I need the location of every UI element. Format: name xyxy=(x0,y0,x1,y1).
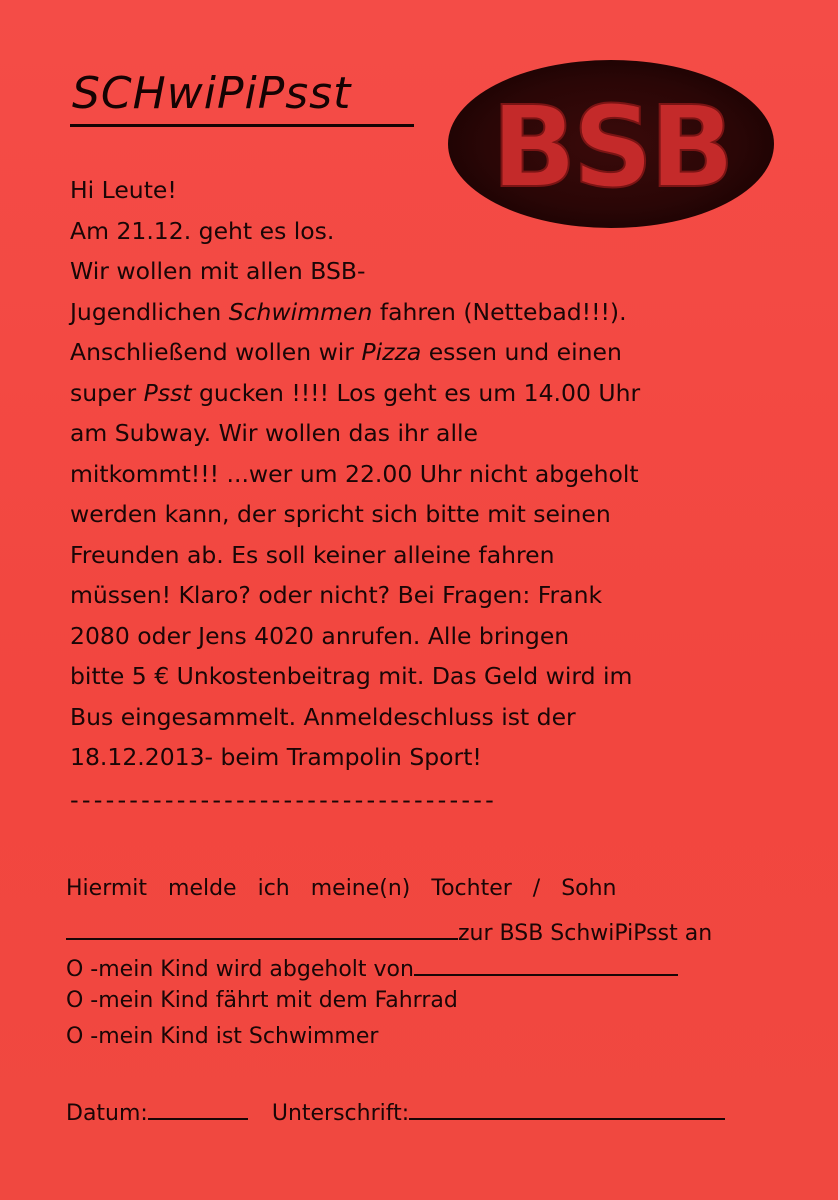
text-line: Hi Leute! xyxy=(70,176,177,204)
text-line: super Psst gucken !!!! Los geht es um 14.00 Uhr xyxy=(70,378,641,407)
emphasis-psst: Psst xyxy=(143,378,192,407)
title-underline xyxy=(70,124,414,127)
option-pickup-row xyxy=(66,952,678,982)
text-line: Jugendlichen Schwimmen fahren (Nettebad!!!). xyxy=(70,297,627,326)
text-line: Wir wollen mit allen BSB- xyxy=(70,257,366,285)
text-line: Bus eingesammelt. Anmeldeschluss ist der xyxy=(70,702,576,731)
text-line: 2080 oder Jens 4020 anrufen. Alle bringen xyxy=(70,621,570,650)
flyer-title: SCHwiPiPsst xyxy=(72,68,352,119)
register-suffix: zur BSB SchwiPiPsst an xyxy=(458,921,713,946)
text-line: am Subway. Wir wollen das ihr alle xyxy=(70,419,478,447)
invitation-text xyxy=(70,170,790,778)
signature-row xyxy=(66,1096,725,1126)
text-line: Freunden ab. Es soll keiner alleine fahren xyxy=(70,540,555,569)
emphasis-pizza: Pizza xyxy=(361,338,422,366)
signature-blank[interactable] xyxy=(409,1096,725,1120)
pickup-person-blank[interactable] xyxy=(414,952,678,976)
logo-letters: BSB xyxy=(491,83,731,213)
text-line: werden kann, der spricht sich bitte mit seinen xyxy=(70,500,611,528)
text-line: Am 21.12. geht es los. xyxy=(70,216,335,245)
option-pickup[interactable]: O -mein Kind wird abgeholt von xyxy=(66,957,414,982)
text-line: müssen! Klaro? oder nicht? Bei Fragen: Frank xyxy=(70,581,603,609)
form-intro: Hiermit melde ich meine(n) Tochter / Sohn xyxy=(66,876,617,901)
emphasis-schwimmen: Schwimmen xyxy=(228,297,373,326)
text-line: mitkommt!!! ...wer um 22.00 Uhr nicht abgeholt xyxy=(70,459,639,488)
text-line: bitte 5 € Unkostenbeitrag mit. Das Geld wird im xyxy=(70,662,633,690)
date-label: Datum: xyxy=(66,1101,148,1126)
option-swimmer[interactable]: O -mein Kind ist Schwimmer xyxy=(66,1024,379,1049)
cut-line: ------------------------------------ xyxy=(70,786,497,814)
child-name-row xyxy=(66,916,712,946)
child-name-blank[interactable] xyxy=(66,916,458,940)
option-bike[interactable]: O -mein Kind fährt mit dem Fahrrad xyxy=(66,988,458,1013)
text-line: Anschließend wollen wir Pizza essen und einen xyxy=(70,338,622,366)
signature-label: Unterschrift: xyxy=(271,1101,410,1126)
date-blank[interactable] xyxy=(148,1096,248,1120)
text-line: 18.12.2013- beim Trampolin Sport! xyxy=(70,743,482,771)
